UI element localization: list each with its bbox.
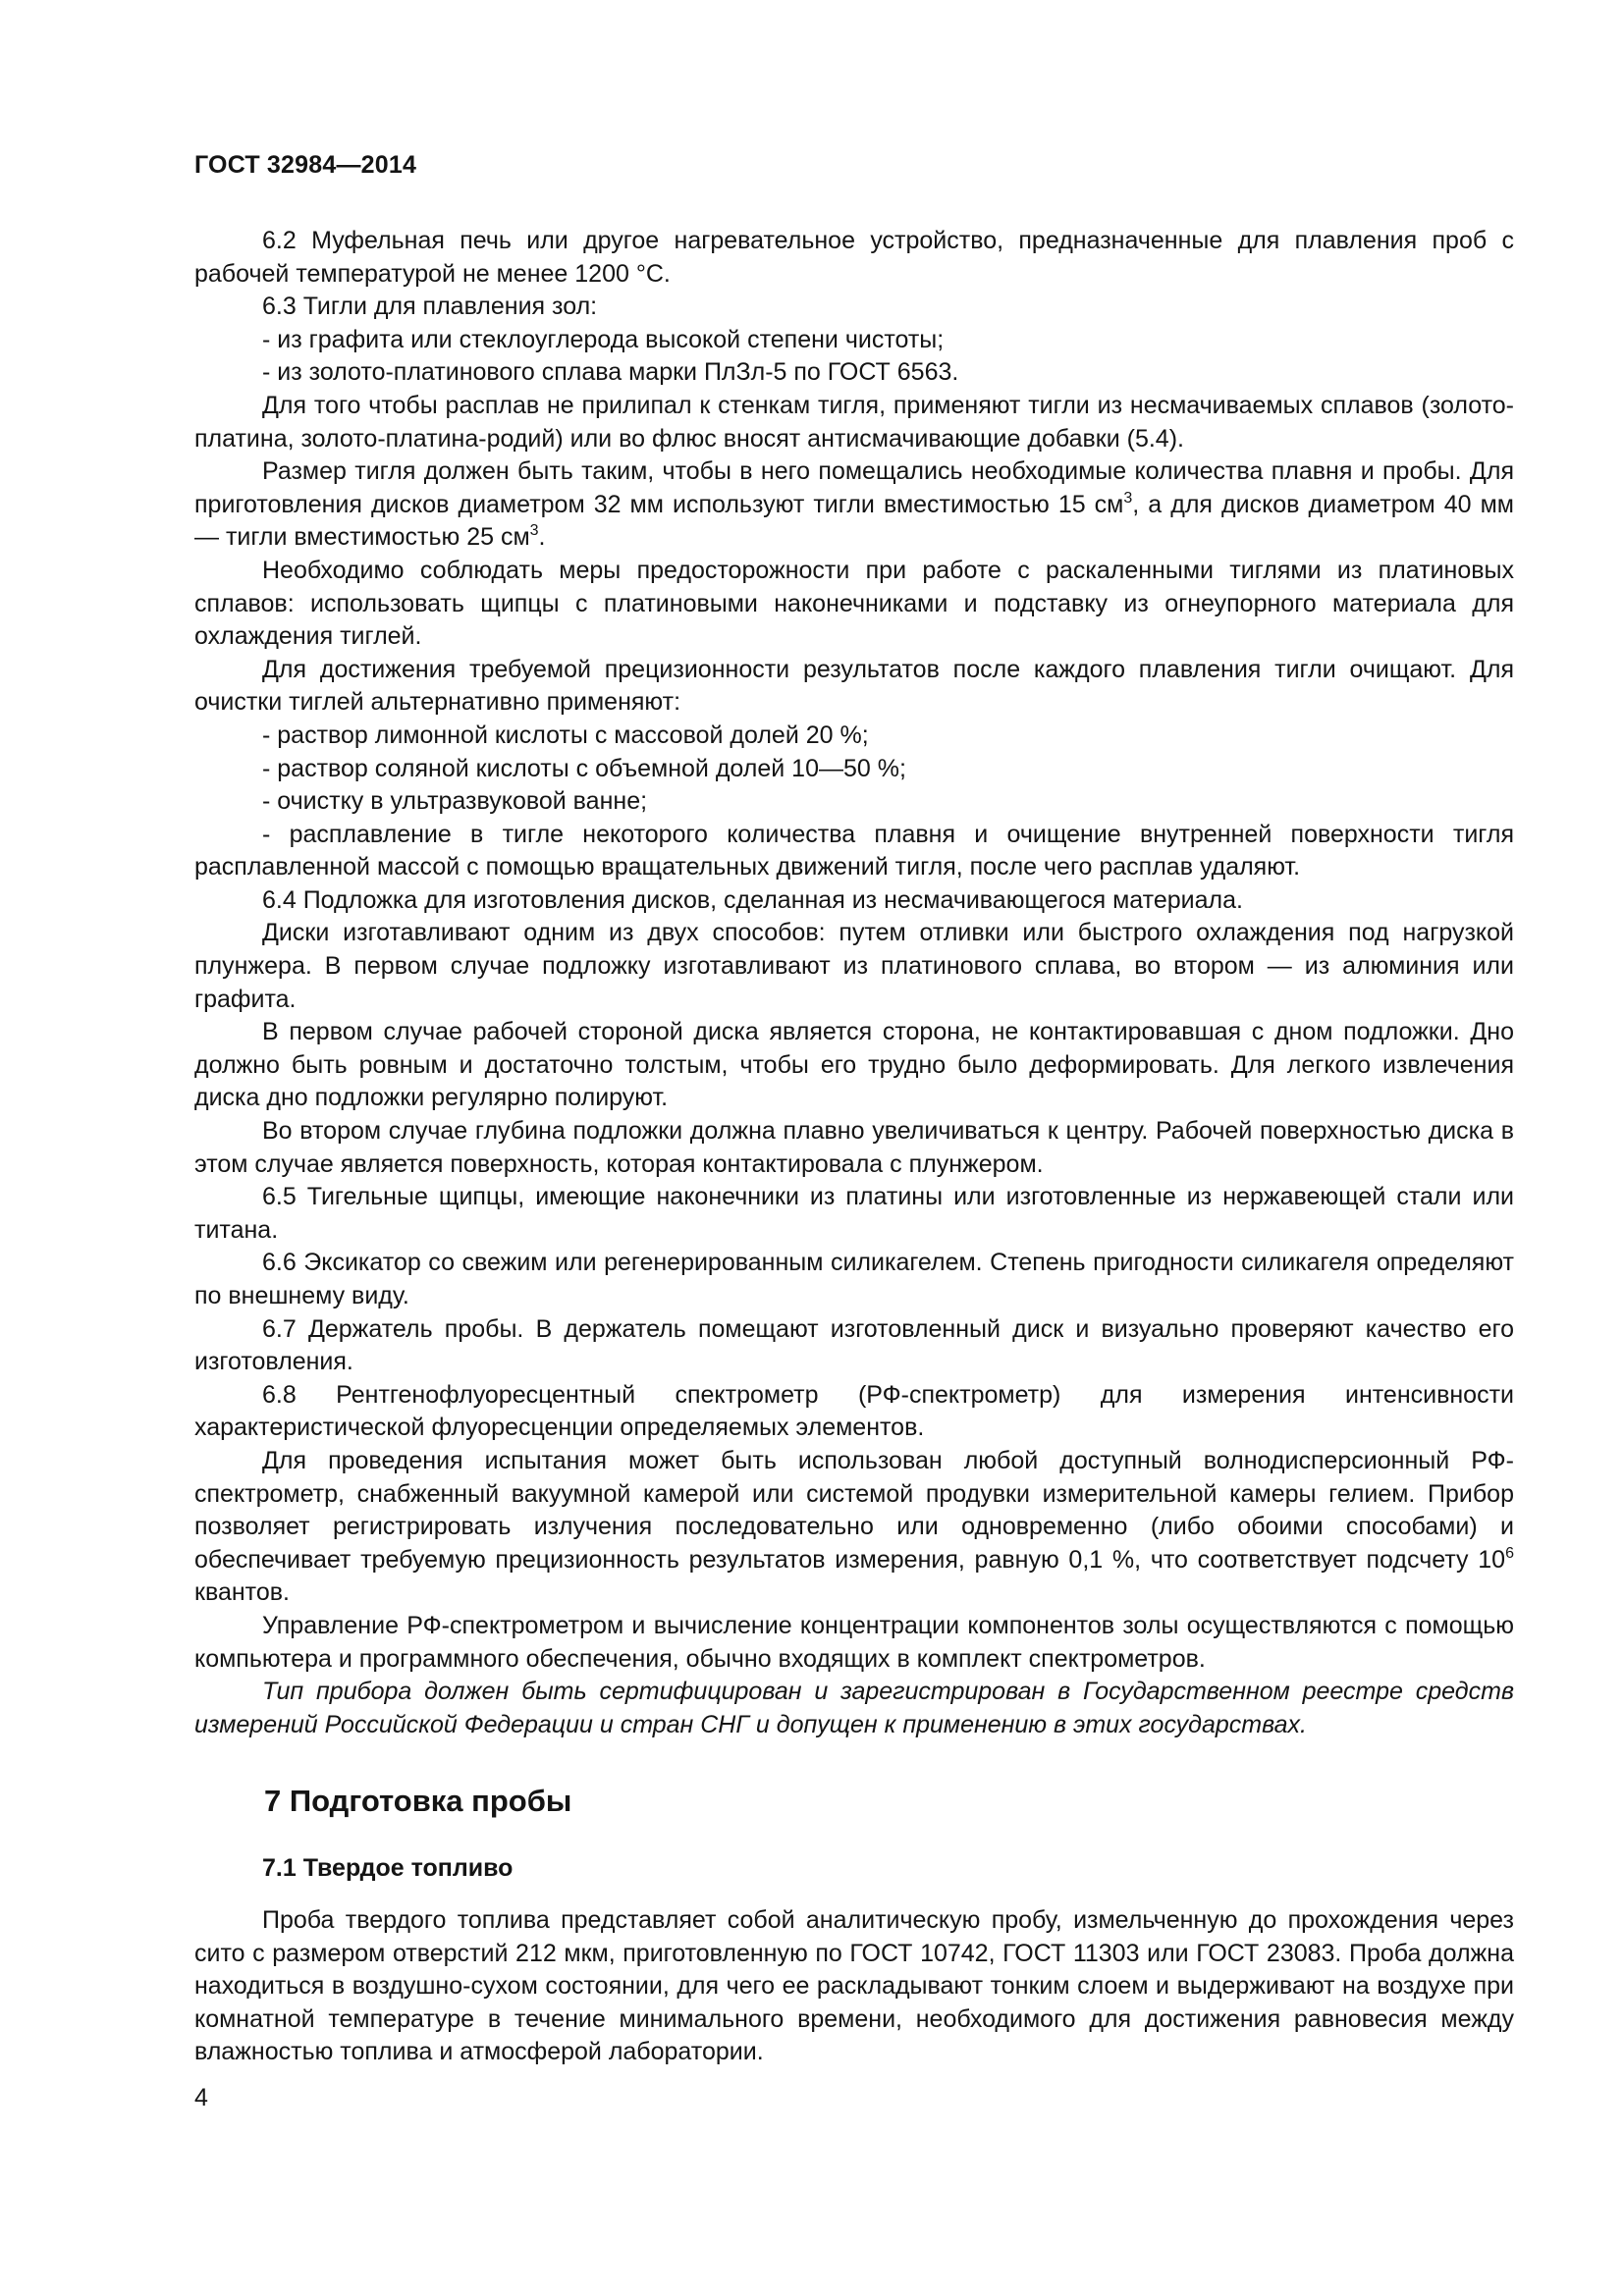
- document-header: ГОСТ 32984—2014: [194, 151, 417, 179]
- paragraph-6-8: 6.8 Рентгенофлуоресцентный спектрометр (РФ-спектрометр) для измерения интенсивности характеристической флуоресценции определяемых элементов.: [194, 1380, 1514, 1442]
- spectrometer-text-1: Для проведения испытания может быть использован любой доступный волнодисперсионный РФ-спектрометр, снабженный вакуумной камерой или системой продувки измерительной камеры гелием. Прибор позволяет регистрировать излучения последовательно или одновременно (либо обоими способами) и обеспечивает требуемую прецизионность результатов измерения, равную 0,1 %, что соответствует подсчету 10: [194, 1446, 1514, 1574]
- list-item-graphite: - из графита или стеклоуглерода высокой степени чистоты;: [262, 325, 945, 353]
- paragraph-6-5: 6.5 Тигельные щипцы, имеющие наконечники из платины или изготовленные из нержавеющей стали или титана.: [194, 1183, 1514, 1244]
- paragraph-control: Управление РФ-спектрометром и вычисление концентрации компонентов золы осуществляются с помощью компьютера и программного обеспечения, обычно входящих в комплект спектрометров.: [194, 1611, 1514, 1673]
- superscript-6: 6: [1505, 1544, 1514, 1562]
- paragraph-disc-methods: Диски изготавливают одним из двух способов: путем отливки или быстрого охлаждения под нагрузкой плунжера. В первом случае подложку изготавливают из платинового сплава, во втором — из алюминия или графита.: [194, 919, 1514, 1013]
- superscript-3: 3: [529, 522, 539, 540]
- list-item-citric-acid: - раствор лимонной кислоты с массовой долей 20 %;: [262, 721, 869, 749]
- paragraph-6-7: 6.7 Держатель пробы. В держатель помещают изготовленный диск и визуально проверяют качество его изготовления.: [194, 1314, 1514, 1376]
- page-number: 4: [194, 2084, 208, 2111]
- paragraph-6-6: 6.6 Эксикатор со свежим или регенерированным силикагелем. Степень пригодности силикагеля определяют по внешнему виду.: [194, 1249, 1514, 1309]
- crucible-size-text-1: Размер тигля должен быть таким, чтобы в него помещались необходимые количества плавня и пробы. Для приготовления дисков диаметром 32 мм используют тигли вместимостью 15 см: [194, 457, 1514, 518]
- list-item-gold-platinum: - из золото-платинового сплава марки ПлЗл-5 по ГОСТ 6563.: [262, 358, 959, 387]
- superscript-3: 3: [1123, 489, 1133, 507]
- section-7-title: 7 Подготовка пробы: [264, 1784, 572, 1818]
- list-item-ultrasonic: - очистку в ультразвуковой ванне;: [262, 787, 648, 816]
- paragraph-cleaning: Для достижения требуемой прецизионности результатов после каждого плавления тигли очищают. Для очистки тиглей альтернативно применяют:: [194, 655, 1514, 717]
- list-item-melting-flux: - расплавление в тигле некоторого количества плавня и очищение внутренней поверхности тигля расплавленной массой с помощью вращательных движений тигля, после чего расплав удаляют.: [194, 820, 1514, 881]
- document-body: [194, 225, 1514, 1741]
- paragraph-non-wetting: Для того чтобы расплав не прилипал к стенкам тигля, применяют тигли из несмачиваемых сплавов (золото-платина, золото-платина-родий) или во флюс вносят антисмачивающие добавки (5.4).: [194, 391, 1514, 453]
- subsection-7-1-title: 7.1 Твердое топливо: [262, 1854, 514, 1882]
- spectrometer-text-2: квантов.: [194, 1578, 290, 1607]
- paragraph-crucible-size: [194, 455, 1514, 555]
- crucible-size-text-2: , а для дисков диаметром 40 мм — тигли вместимостью 25 см: [194, 490, 1514, 552]
- paragraph-6-4: 6.4 Подложка для изготовления дисков, сделанная из несмачивающегося материала.: [262, 885, 1243, 914]
- list-item-hydrochloric-acid: - раствор соляной кислоты с объемной долей 10—50 %;: [262, 754, 906, 782]
- paragraph-precautions: Необходимо соблюдать меры предосторожности при работе с раскаленными тиглями из платиновых сплавов: использовать щипцы с платиновыми наконечниками и подставку из огнеупорного материала для охлаждения тиглей.: [194, 556, 1514, 651]
- paragraph-certification-note: Тип прибора должен быть сертифицирован и зарегистрирован в Государственном реестре средств измерений Российской Федерации и стран СНГ и допущен к применению в этих государствах.: [194, 1678, 1514, 1738]
- section-7-body: [194, 1904, 1514, 2069]
- paragraph-second-case: Во втором случае глубина подложки должна плавно увеличиваться к центру. Рабочей поверхностью диска в этом случае является поверхность, которая контактировала с плунжером.: [194, 1117, 1514, 1178]
- paragraph-6-3: 6.3 Тигли для плавления зол:: [262, 293, 598, 321]
- crucible-size-text-3: .: [538, 523, 546, 552]
- paragraph-6-2: 6.2 Муфельная печь или другое нагревательное устройство, предназначенные для плавления проб с рабочей температурой не менее 1200 °С.: [194, 227, 1514, 288]
- paragraph-first-case: В первом случае рабочей стороной диска является сторона, не контактировавшая с дном подложки. Дно должно быть ровным и достаточно толстым, чтобы его трудно было деформировать. Для легкого извлечения диска дно подложки регулярно полируют.: [194, 1018, 1514, 1112]
- paragraph-spectrometer: [194, 1445, 1514, 1610]
- paragraph-solid-fuel-sample: Проба твердого топлива представляет собой аналитическую пробу, измельченную до прохождения через сито с размером отверстий 212 мкм, приготовленную по ГОСТ 10742, ГОСТ 11303 или ГОСТ 23083. Проба должна находиться в воздушно-сухом состоянии, для чего ее раскладывают тонким слоем и выдерживают на воздухе при комнатной температуре в течение минимального времени, необходимого для достижения равновесия между влажностью топлива и атмосферой лаборатории.: [194, 1906, 1514, 2066]
